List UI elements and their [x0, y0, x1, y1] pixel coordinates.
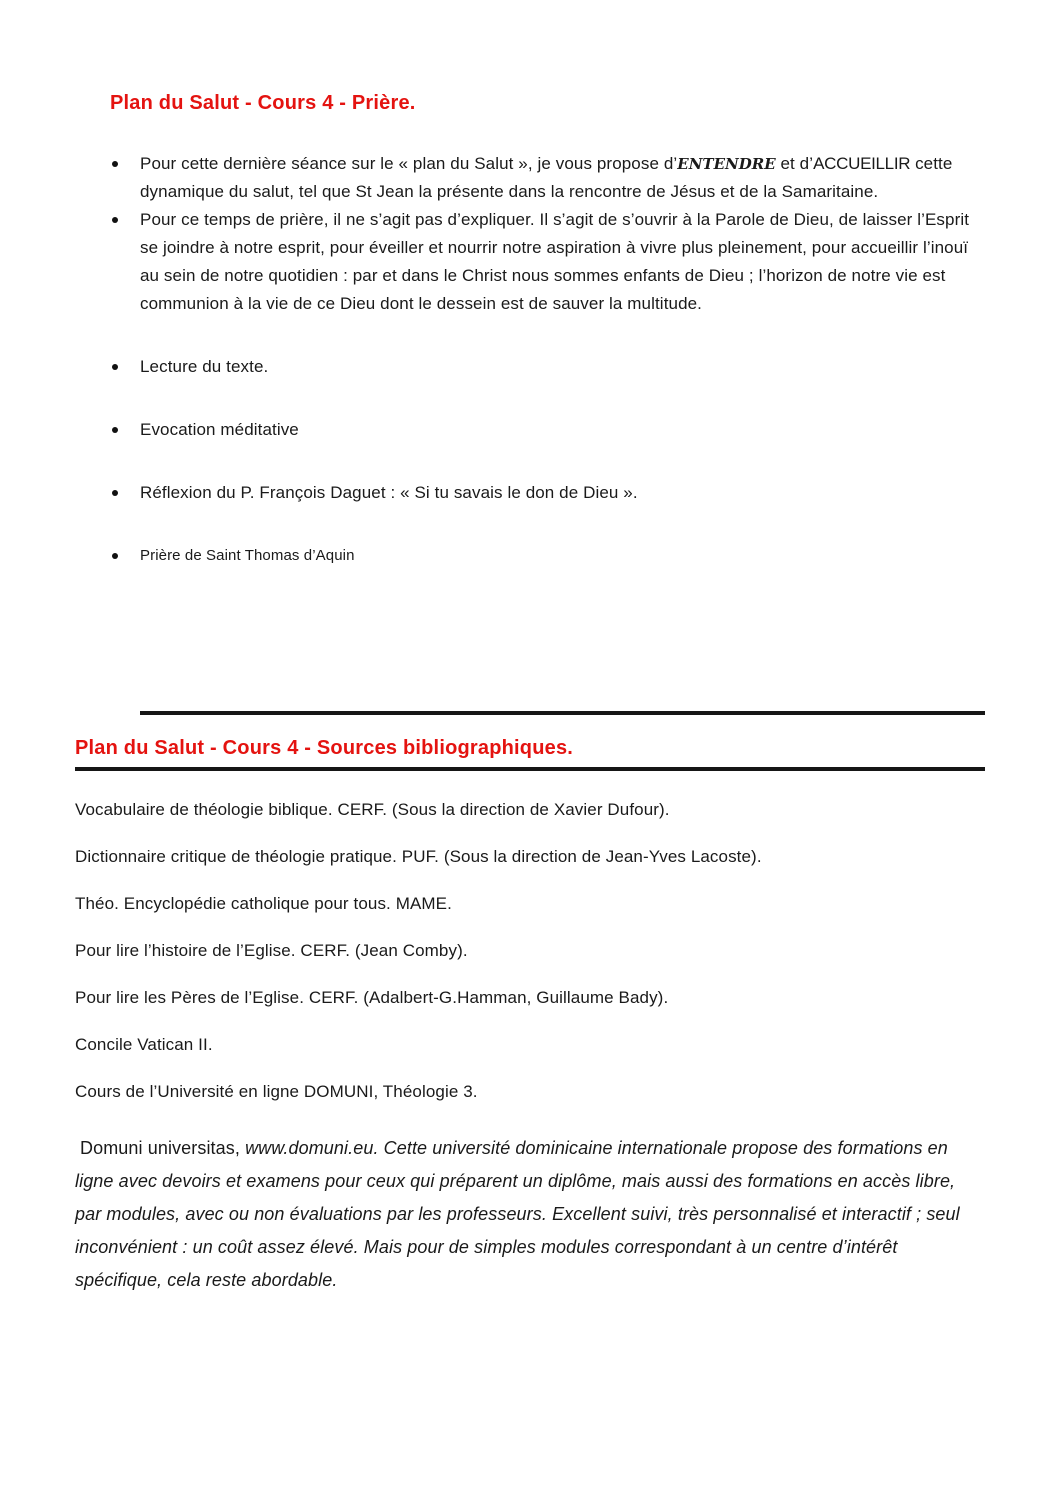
biblio-entry-peres-eglise: Pour lire les Pères de l’Eglise. CERF. (Adalbert-G.Hamman, Guillaume Bady). [75, 988, 669, 1007]
agenda-item-reflexion-text: Réflexion du P. François Daguet : « Si tu savais le don de Dieu ». [140, 483, 638, 502]
bullet-icon [112, 364, 118, 370]
biblio-entry-vatican: Concile Vatican II. [75, 1035, 213, 1054]
accueillir-emphasis: ACCUEILLIR [813, 154, 911, 173]
biblio-entry-dictionnaire: Dictionnaire critique de théologie pratique. PUF. (Sous la direction de Jean-Yves Lacoste). [75, 847, 762, 866]
agenda-item-intro-text: Pour cette dernière séance sur le « plan du Salut », je vous propose d’ [140, 154, 678, 173]
bullet-icon [112, 161, 118, 167]
agenda-item-intro-mid: et d’ [775, 154, 814, 173]
priere-section-title: Plan du Salut - Cours 4 - Prière. [110, 92, 416, 114]
agenda-item-priere-thomas-text: Prière de Saint Thomas d’Aquin [140, 547, 355, 564]
agenda-item-lecture-text: Lecture du texte. [140, 357, 269, 376]
divider-bottom-rule [75, 767, 985, 771]
bullet-icon [112, 553, 118, 559]
domuni-note-italic: www.domuni.eu. Cette université dominicaine internationale propose des formations en ligne avec devoirs et examens pour ceux qui préparent un diplôme, mais aussi des formations en accès libre, par modules, avec ou non évaluations par les professeurs. Excellent suivi, très personnalisé et interactif ; seul inconvénient : un coût assez élevé. Mais pour de simples modules correspondant à un centre d’intérêt spécifique, cela reste abordable. [75, 1138, 960, 1290]
entendre-emphasis: ENTENDRE [677, 155, 776, 173]
biblio-section-title: Plan du Salut - Cours 4 - Sources bibliographiques. [75, 737, 574, 759]
divider-top-rule [140, 711, 985, 715]
biblio-entry-domuni-cours: Cours de l’Université en ligne DOMUNI, Théologie 3. [75, 1082, 478, 1101]
agenda-item-temps-de-priere-text: Pour ce temps de prière, il ne s’agit pas d’expliquer. Il s’agit de s’ouvrir à la Parole de Dieu, de laisser l’Esprit se joindre à notre esprit, pour éveiller et nourrir notre aspiration à vivre plus pleinement, pour accueillir l’inouï au sein de notre quotidien : par et dans le Christ nous sommes enfants de Dieu ; l’horizon de notre vie est communion à la vie de ce Dieu dont le dessein est de sauver la multitude. [140, 210, 970, 313]
domuni-note [75, 1132, 970, 1297]
agenda-item-evocation [140, 416, 985, 444]
bullet-icon [112, 217, 118, 223]
agenda-item-intro-end: cette dynamique du salut, tel que St Jean la présente dans la rencontre de Jésus et de la Samaritaine. [140, 154, 953, 201]
bibliography-list [75, 799, 985, 1297]
agenda-item-temps-de-priere [140, 206, 985, 318]
biblio-entry-histoire-eglise: Pour lire l’histoire de l’Eglise. CERF. (Jean Comby). [75, 941, 468, 960]
domuni-note-lead: Domuni universitas, [80, 1138, 246, 1158]
bullet-icon [112, 427, 118, 433]
biblio-entry-vocabulaire: Vocabulaire de théologie biblique. CERF. (Sous la direction de Xavier Dufour). [75, 800, 670, 819]
agenda-item-lecture [140, 353, 985, 381]
bullet-icon [112, 490, 118, 496]
agenda-item-evocation-text: Evocation méditative [140, 420, 299, 439]
biblio-entry-theo: Théo. Encyclopédie catholique pour tous. MAME. [75, 894, 452, 913]
agenda-item-reflexion [140, 479, 985, 507]
agenda-item-priere-thomas [140, 542, 985, 570]
priere-agenda-list [75, 150, 985, 570]
agenda-item-intro [140, 150, 985, 206]
